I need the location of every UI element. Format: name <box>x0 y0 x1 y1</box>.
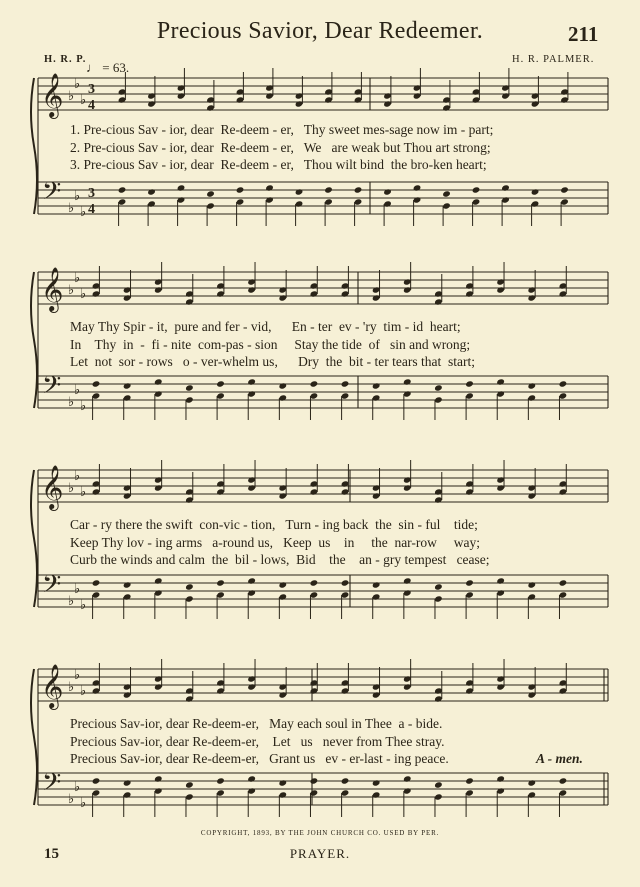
system-4-note-head <box>247 775 256 782</box>
system-2-key-flat: ♭ <box>74 383 81 398</box>
system-3-bass-clef: 𝄢 <box>42 570 62 605</box>
copyright-notice: COPYRIGHT, 1893, BY THE JOHN CHURCH CO. USED BY PER. <box>200 829 440 837</box>
system-1-note-head <box>442 190 451 197</box>
system-3-brace <box>31 470 37 607</box>
system-4-key-flat: ♭ <box>68 680 75 695</box>
system-4-note-head <box>341 777 350 784</box>
system-1-note-head <box>177 184 186 191</box>
system-2-note-head <box>465 380 474 387</box>
system-1-note-head <box>236 186 245 193</box>
section-label: PRAYER. <box>289 846 351 861</box>
verse-1-system-2: May Thy Spir - it, pure and fer - vid, En - ter ev - 'ry tim - id heart; <box>70 319 461 334</box>
system-3-note-head <box>185 583 194 590</box>
system-1-note-head <box>295 188 304 195</box>
system-2-note-head <box>341 380 350 387</box>
verse-3-system-4: Precious Sav-ior, dear Re-deem-er, Grant us ev - er-last - ing peace. <box>70 751 449 766</box>
system-1-note-head <box>413 184 422 191</box>
system-4-note-head <box>465 777 474 784</box>
system-1-treble-clef: 𝄞 <box>41 73 64 117</box>
system-1-note-head <box>324 186 333 193</box>
system-3-note-head <box>310 579 319 586</box>
verse-3-system-3: Curb the winds and calm the bil - lows, Bid the an - gry tempest cease; <box>70 552 490 567</box>
system-1-key-flat: ♭ <box>80 205 87 220</box>
system-2-treble-clef: 𝄞 <box>41 267 64 311</box>
system-2-note-head <box>154 378 163 385</box>
system-4-note-head <box>154 775 163 782</box>
system-3-key-flat: ♭ <box>80 485 87 500</box>
system-4-bass-clef: 𝄢 <box>42 768 62 803</box>
system-1-note-head <box>560 186 569 193</box>
system-1-key-flat: ♭ <box>80 93 87 108</box>
system-3-note-head <box>372 581 381 588</box>
system-3-treble-clef: 𝄞 <box>41 465 64 509</box>
verse-3-system-2: Let not sor - rows o - ver-whelm us, Dry the bit - ter tears that start; <box>70 354 476 369</box>
system-3-note-head <box>465 579 474 586</box>
system-1-note-head <box>354 186 363 193</box>
system-2-note-head <box>247 378 256 385</box>
verse-2-system-1: 2. Pre-cious Sav - ior, dear Re-deem - er, We are weak but Thou art strong; <box>70 140 491 155</box>
system-2-note-head <box>559 380 568 387</box>
system-2-note-head <box>310 380 319 387</box>
system-3-note-head <box>496 577 505 584</box>
system-2-key-flat: ♭ <box>68 283 75 298</box>
page-number: 211 <box>568 22 599 46</box>
tempo-marking: ♩ = 63. <box>86 60 130 75</box>
system-1-note-head <box>118 186 127 193</box>
system-1-key-flat: ♭ <box>68 201 75 216</box>
system-2-note-head <box>434 384 443 391</box>
system-1-brace <box>31 78 37 214</box>
system-4-note-head <box>527 779 536 786</box>
system-4-key-flat: ♭ <box>74 668 81 683</box>
verse-1-system-1: 1. Pre-cious Sav - ior, dear Re-deem - er, Thy sweet mes-sage now im - part; <box>70 122 494 137</box>
system-1-time-sig: 3 <box>88 186 95 201</box>
system-3-key-flat: ♭ <box>74 469 81 484</box>
system-2-key-flat: ♭ <box>74 271 81 286</box>
system-4-note-head <box>372 779 381 786</box>
system-3-note-head <box>154 577 163 584</box>
system-4-note-head <box>216 777 225 784</box>
system-1-key-flat: ♭ <box>74 189 81 204</box>
system-1-note-head <box>383 188 392 195</box>
system-3-note-head <box>92 579 101 586</box>
system-4-key-flat: ♭ <box>68 792 75 807</box>
system-3-key-flat: ♭ <box>80 598 87 613</box>
verse-2-system-4: Precious Sav-ior, dear Re-deem-er, Let us never from Thee stray. <box>70 734 445 749</box>
system-1-note-head <box>531 188 540 195</box>
system-3-note-head <box>247 577 256 584</box>
system-1-note-head <box>206 190 215 197</box>
system-1-key-flat: ♭ <box>74 77 81 92</box>
system-1-time-sig: 4 <box>88 202 95 217</box>
hymn-title: Precious Savior, Dear Redeemer. <box>156 18 484 44</box>
system-1-note-head <box>501 184 510 191</box>
system-2-note-head <box>372 382 381 389</box>
system-2-note-head <box>123 382 132 389</box>
system-1-bass-clef: 𝄢 <box>42 177 62 212</box>
system-4-note-head <box>278 779 287 786</box>
composer-credit: H. R. PALMER. <box>512 54 595 65</box>
amen-text: A - men. <box>536 751 583 766</box>
system-4-note-head <box>123 779 132 786</box>
verse-1-system-4: Precious Sav-ior, dear Re-deem-er, May each soul in Thee a - bide. <box>70 716 443 731</box>
system-3-note-head <box>216 579 225 586</box>
system-4-key-flat: ♭ <box>80 796 87 811</box>
system-2-key-flat: ♭ <box>80 287 87 302</box>
system-3-note-head <box>278 581 287 588</box>
system-2-bass-clef: 𝄢 <box>42 371 62 406</box>
system-3-key-flat: ♭ <box>74 582 81 597</box>
system-4-note-head <box>559 777 568 784</box>
system-3-note-head <box>434 583 443 590</box>
system-1-key-flat: ♭ <box>68 89 75 104</box>
system-1-note-head <box>472 186 481 193</box>
system-2-note-head <box>185 384 194 391</box>
system-3-note-head <box>403 577 412 584</box>
system-2-note-head <box>92 380 101 387</box>
system-3-note-head <box>341 579 350 586</box>
system-4-treble-clef: 𝄞 <box>41 664 64 708</box>
system-2-key-flat: ♭ <box>80 399 87 414</box>
system-1-time-sig: 3 <box>88 82 95 97</box>
lyricist-credit: H. R. P. <box>44 54 87 65</box>
system-2-note-head <box>496 378 505 385</box>
system-2-brace <box>31 272 37 408</box>
verse-2-system-3: Keep Thy lov - ing arms a-round us, Keep us in the nar-row way; <box>70 535 481 550</box>
system-4-note-head <box>496 775 505 782</box>
system-2-note-head <box>278 382 287 389</box>
system-4-key-flat: ♭ <box>74 780 81 795</box>
system-4-brace <box>31 669 37 805</box>
system-3-note-head <box>123 581 132 588</box>
system-3-note-head <box>559 579 568 586</box>
system-4-note-head <box>434 781 443 788</box>
system-3-note-head <box>527 581 536 588</box>
system-4-note-head <box>403 775 412 782</box>
system-2-note-head <box>527 382 536 389</box>
signature-mark: 15 <box>44 846 59 862</box>
system-4-note-head <box>92 777 101 784</box>
system-1-note-head <box>147 188 156 195</box>
system-3-key-flat: ♭ <box>68 594 75 609</box>
system-2-note-head <box>216 380 225 387</box>
system-1-note-head <box>265 184 274 191</box>
system-4-note-head <box>310 777 319 784</box>
system-1-time-sig: 4 <box>88 98 95 113</box>
system-4-key-flat: ♭ <box>80 684 87 699</box>
verse-1-system-3: Car - ry there the swift con-vic - tion, Turn - ing back the sin - ful tide; <box>70 517 478 532</box>
system-4-note-head <box>185 781 194 788</box>
verse-2-system-2: In Thy in - fi - nite com-pas - sion Stay the tide of sin and wrong; <box>70 337 471 352</box>
system-2-key-flat: ♭ <box>68 395 75 410</box>
verse-3-system-1: 3. Pre-cious Sav - ior, dear Re-deem - er, Thou wilt bind the bro-ken heart; <box>70 157 487 172</box>
system-2-note-head <box>403 378 412 385</box>
system-3-key-flat: ♭ <box>68 481 75 496</box>
